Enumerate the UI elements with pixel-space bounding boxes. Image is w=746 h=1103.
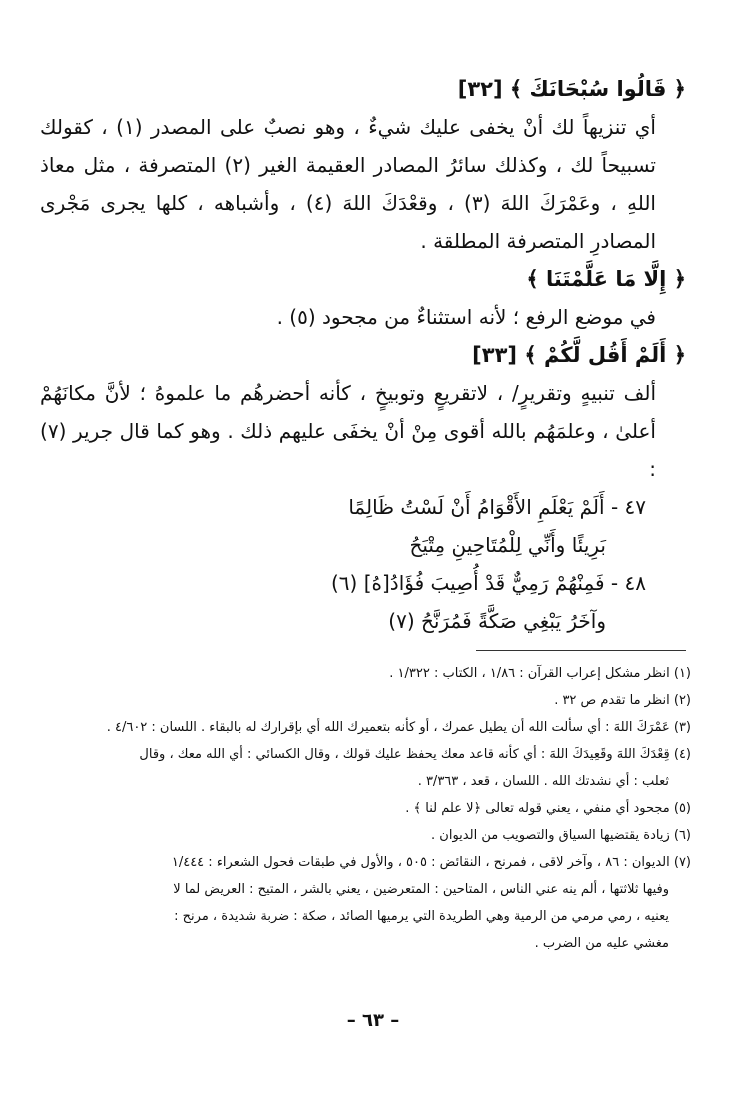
footnote-5: (٥) مجحود أي منفي ، يعني قوله تعالى ﴿لا علم لنا ﴾ . [405,801,691,816]
poem-line-47-b: بَرِيئًا وأَنِّي لِلْمُتَاحِينِ مِتْيَحُ [409,533,606,557]
footnote-7-continued-1: وفيها ثلاثتها ، ألم ينه عني الناس ، المتاحين : المتعرضين ، يعني بالشر ، المتيح : العريض لما لا [173,882,669,897]
footnote-7: (٧) الديوان : ٨٦ ، وآخر لاقى ، فمرنح ، النقائض : ٥٠٥ ، والأول في طبقات فحول الشعراء : ١/٤٤٤ [171,855,691,870]
page-number: – ٦٣ – [346,1010,400,1031]
quran-verse-32: ﴿ قَالُوا سُبْحَانَكَ ﴾ [٣٢] [457,77,686,101]
poem-line-48-b: وآخَرُ يَبْغِي صَكَّةً فَمُرَنَّحُ (٧) [388,609,606,633]
footnote-7-continued-2: يعنيه ، رمي مرمي من الرمية وهي الطريدة التي يرميها الصائد ، صكة : ضربة شديدة ، مرنح : [174,909,669,924]
footnotes [30,660,691,957]
main-text [40,70,686,640]
commentary-paragraph-3: ألف تنبيهٍ وتقريرٍ/ ، لاتقريعٍ وتوبيخٍ ، كأنه أحضرهُم ما علموهُ ؛ لأنَّ مكانَهُمْ أعلىٰ ، وعلمَهُم بالله أقوى مِنْ أنْ يخفَى عليهم ذلك . وهو كما قال جرير (٧) : [40,381,656,481]
poem-line-47-a: ٤٧ - أَلَمْ يَعْلَمِ الأَقْوَامُ أَنْ لَسْتُ ظَالِمًا [348,495,646,519]
footnote-4-continued: ثعلب : أي نشدتك الله . اللسان ، قعد ، ٣/٣٦٣ . [417,774,669,789]
footnote-1: (١) انظر مشكل إعراب القرآن : ١/٨٦ ، الكتاب : ١/٣٢٢ . [389,666,691,681]
commentary-paragraph-1: أي تنزيهاً لك أنْ يخفى عليك شيءٌ ، وهو نصبٌ على المصدر (١) ، كقولك تسبيحاً لك ، وكذلك سائرُ المصادر العقيمة الغير (٢) المتصرفة ، مثل معاذ اللهِ ، وعَمْرَكَ اللهَ (٣) ، وقعْدَكَ اللهَ (٤) ، وأشباهه ، كلها يجرى مَجْرى المصادرِ المتصرفة المطلقة . [40,115,657,253]
poem-line-48-a: ٤٨ - فَمِنْهُمْ رَمِيٌّ قَدْ أُصِيبَ فُؤَادُ[هُ] (٦) [330,571,646,595]
footnote-3: (٣) عَمْرَكَ اللهَ : أي سألت الله أن يطيل عمرك ، أو كأنه بتعميرك الله أي بإقرارك له بالبقاء . اللسان : ٤/٦٠٢ . [106,720,691,735]
footnote-4: (٤) قِعْدَكَ اللهَ وقَعِيدَكَ اللهَ : أي كأنه قاعد معك يحفظ عليك قولك ، وقال الكسائي : أي الله معك ، وقال [139,747,691,762]
footnote-2: (٢) انظر ما تقدم ص ٣٢ . [554,693,691,708]
footnote-separator [476,650,686,651]
poem [40,488,686,640]
commentary-paragraph-2: في موضع الرفع ؛ لأنه استثناءٌ من مجحود (٥) . [276,305,656,329]
footnote-6: (٦) زيادة يقتضيها السياق والتصويب من الديوان . [431,828,691,843]
footnote-7-continued-3: مغشي عليه من الضرب . [534,936,669,951]
quran-verse-33: ﴿ أَلَمْ أَقُل لَّكُمْ ﴾ [٣٣] [472,343,686,367]
quran-verse-illa-ma-allamtana: ﴿ إِلَّا مَا عَلَّمْتَنَا ﴾ [526,267,686,291]
